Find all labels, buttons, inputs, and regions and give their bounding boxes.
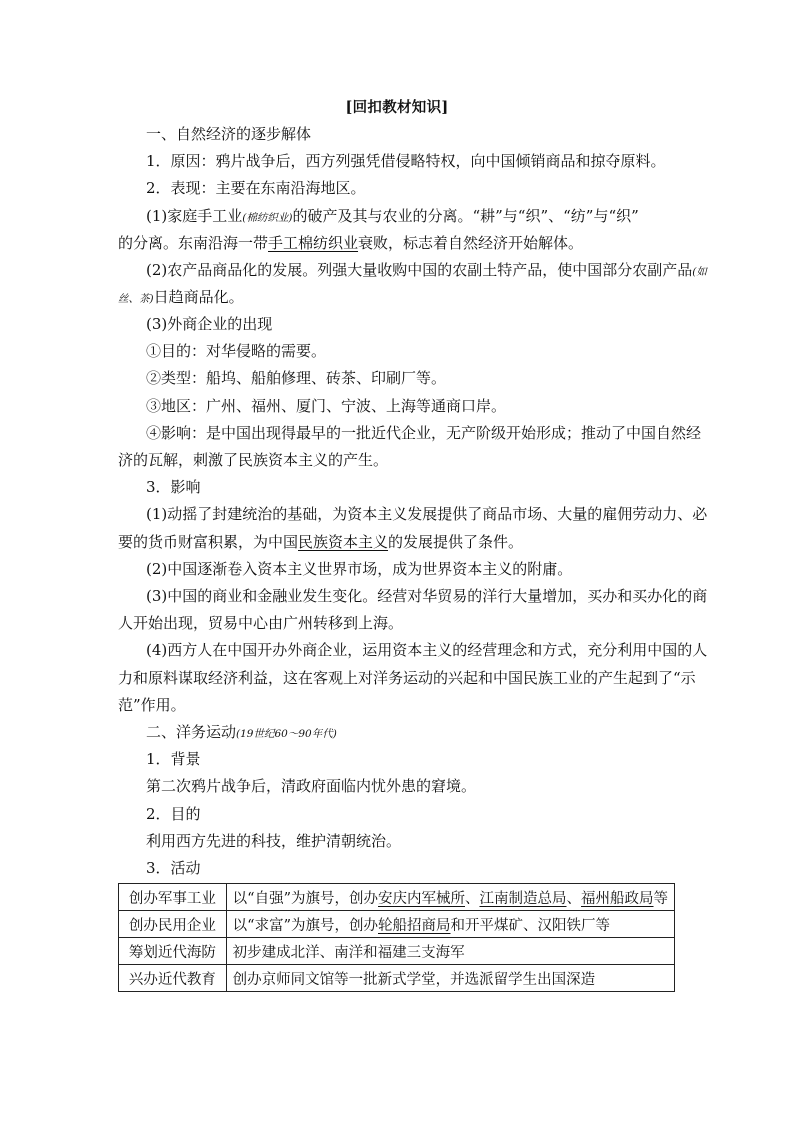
sec2-heading-text: 二、洋务运动 xyxy=(146,723,237,741)
sec2-heading-period: (19世纪60～90年代) xyxy=(236,728,337,740)
background-heading: 1．背景 xyxy=(146,750,201,768)
type-item: ②类型：船坞、船舶修理、砖茶、印刷厂等。 xyxy=(146,369,447,387)
paragraph-2-line-1 xyxy=(146,260,707,282)
i1-text-b: 的发展提供了条件。 xyxy=(388,533,524,551)
table-row xyxy=(119,965,675,992)
impact-1-line-1: (1)动摇了封建统治的基础，为资本主义发展提供了商品市场、大量的雇佣劳动力、必 xyxy=(146,505,708,523)
paragraph-1-line-2 xyxy=(118,233,583,253)
i1-underlined: 民族资本主义 xyxy=(298,533,389,551)
table-category-cell: 创办民用企业 xyxy=(119,911,227,938)
section-heading-1: 一、自然经济的逐步解体 xyxy=(146,125,312,143)
table-row xyxy=(119,938,675,965)
activities-heading: 3．活动 xyxy=(146,859,201,877)
purpose-item: ①目的：对华侵略的需要。 xyxy=(146,342,327,360)
impact-heading: 3．影响 xyxy=(146,478,201,496)
row-separator-1: 、 xyxy=(465,890,480,907)
paragraph-1-line-1 xyxy=(146,206,639,228)
row-underlined-1: 轮船招商局 xyxy=(378,917,451,934)
table-description-cell xyxy=(226,911,674,938)
table-description-cell xyxy=(226,884,674,911)
p2-small-note-2: 丝、茶) xyxy=(118,293,154,305)
background-text: 第二次鸦片战争后，清政府面临内忧外患的窘境。 xyxy=(146,777,477,795)
table-row xyxy=(119,884,675,911)
p1-text-d: 衰败，标志着自然经济开始解体。 xyxy=(358,234,584,252)
p2-small-note-1: (如 xyxy=(692,266,707,278)
influence-item-line-1: ④影响：是中国出现得最早的一批近代企业，无产阶级开始形成；推动了中国自然经 xyxy=(146,424,702,442)
impact-3-line-2: 人开始出现，贸易中心由广州转移到上海。 xyxy=(118,614,404,632)
row-underlined-1: 安庆内军械所 xyxy=(378,890,465,907)
impact-4-line-2: 力和原料谋取经济利益，这在客观上对洋务运动的兴起和中国民族工业的产生起到了“示 xyxy=(118,669,696,687)
table-description-cell xyxy=(226,938,674,965)
row-separator-1: 和开平煤矿、汉阳铁厂等 xyxy=(450,917,610,934)
p1-text-b: 的破产及其与农业的分离。“耕”与“织”、“纺”与“织” xyxy=(292,207,639,225)
impact-4-line-1: (4)西方人在中国开办外商企业，运用资本主义的经营理念和方式，充分利用中国的人 xyxy=(146,641,708,659)
impact-2: (2)中国逐渐卷入资本主义世界市场，成为世界资本主义的附庸。 xyxy=(146,560,573,578)
table-category-cell: 筹划近代海防 xyxy=(119,938,227,965)
row-suffix: 等 xyxy=(653,890,668,907)
p1-text-c: 的分离。东南沿海一带 xyxy=(118,234,269,252)
table-row xyxy=(119,911,675,938)
impact-1-line-2 xyxy=(118,532,523,552)
region-item: ③地区：广州、福州、厦门、宁波、上海等通商口岸。 xyxy=(146,397,507,415)
row-underlined-2: 江南制造总局 xyxy=(479,890,567,907)
purpose-text: 利用西方先进的科技，维护清朝统治。 xyxy=(146,832,402,850)
table-category-cell: 兴办近代教育 xyxy=(119,965,227,992)
activities-table xyxy=(118,883,675,992)
row-text: 创办京师同文馆等一批新式学堂，并选派留学生出国深造 xyxy=(232,971,596,988)
impact-4-line-3: 范”作用。 xyxy=(118,696,186,714)
p2-text-b: 日趋商品化。 xyxy=(153,288,244,306)
i1-text-a: 要的货币财富积累，为中国 xyxy=(118,533,299,551)
purpose-heading: 2．目的 xyxy=(146,805,201,823)
influence-item-line-2: 济的瓦解，刺激了民族资本主义的产生。 xyxy=(118,451,389,469)
paragraph-2-line-2 xyxy=(118,287,244,309)
row-text: 初步建成北洋、南洋和福建三支海军 xyxy=(232,944,465,961)
row-text: 以“求富”为旗号，创办 xyxy=(232,917,378,934)
page-title: [回扣教材知识] xyxy=(345,99,449,116)
foreign-enterprise-heading: (3)外商企业的出现 xyxy=(146,315,273,333)
table-description-cell xyxy=(226,965,674,992)
p1-text-a: (1)家庭手工业 xyxy=(146,207,243,225)
section-heading-2 xyxy=(146,722,337,744)
row-text: 以“自强”为旗号，创办 xyxy=(232,890,378,907)
impact-3-line-1: (3)中国的商业和金融业发生变化。经营对华贸易的洋行大量增加，买办和买办化的商 xyxy=(146,587,708,605)
p2-text-a: (2)农产品商品化的发展。列强大量收购中国的农副土特产品，使中国部分农副产品 xyxy=(146,261,693,279)
p1-small-note: (棉纺织业) xyxy=(242,212,293,224)
row-separator-2: 、 xyxy=(566,890,581,907)
p1-underlined: 手工棉纺织业 xyxy=(268,234,359,252)
row-underlined-3: 福州船政局 xyxy=(581,890,654,907)
table-category-cell: 创办军事工业 xyxy=(119,884,227,911)
cause-text: 1．原因：鸦片战争后，西方列强凭借侵略特权，向中国倾销商品和掠夺原料。 xyxy=(146,152,666,170)
performance-heading: 2．表现：主要在东南沿海地区。 xyxy=(146,179,366,197)
